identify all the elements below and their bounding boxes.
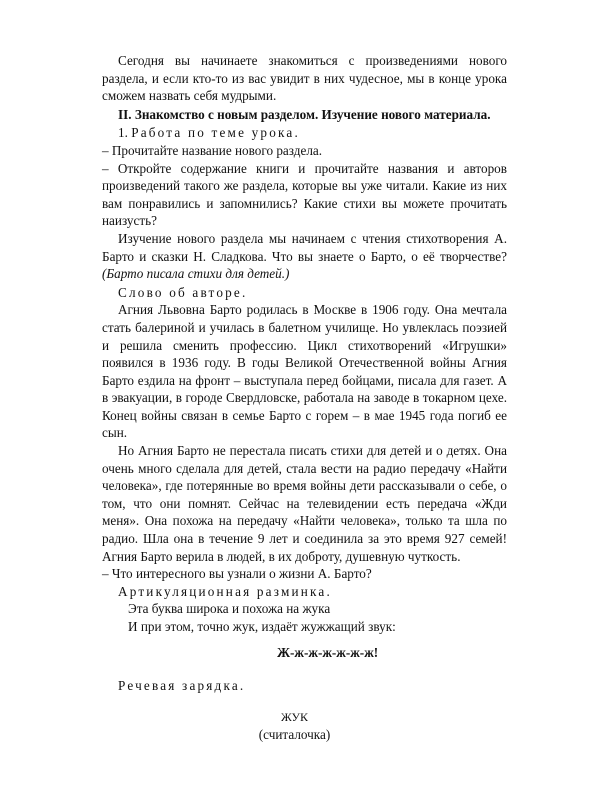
warmup-heading: Артикуляционная разминка.: [118, 583, 332, 599]
poem-line-1: Эта буква широка и похожа на жука: [128, 601, 331, 617]
document-page: [102, 52, 507, 744]
question-line: – Что интересного вы узнали о жизни А. Барто?: [102, 566, 372, 582]
work-topic-heading: [102, 124, 507, 142]
biography-paragraph-2: Но Агния Барто не перестала писать стихи для детей и о детях. Она очень много сделала для детей, стала вести на радио передачу «Найти человека», где потерянные во время войны дети рассказывали о себе, о том, что они помнят. Сейчас на телевидении есть передача «Жди меня». Она похожа на передачу «Найти человека», только та шла по радио. Шла она в течение 9 лет и соединила за это время 927 семей! Агния Барто верила в людей, в их доброту, душевную чуткость.: [102, 443, 507, 564]
work-topic-label: Работа по теме урока.: [131, 125, 300, 141]
study-text: Изучение нового раздела мы начинаем с чтения стихотворения А. Барто и сказки Н. Сладкова. Что вы знаете о Барто, о её творчестве?: [102, 230, 507, 264]
biography-paragraph-1: Агния Львовна Барто родилась в Москве в 1906 году. Она мечтала стать балериной и училась в балетном училище. Но увлеклась поэзией и решила сменить профессию. Цикл стихотворений «Игрушки» появился в 1936 году. В годы Великой Отечественной войны Агния Барто ездила на фронт – выступала перед бойцами, писала для газет. А в эвакуации, в городе Свердловске, работала на заводе в токарном цехе. Конец войны связан в семье Барто с горем – в мае 1945 года погиб ее сын.: [102, 302, 507, 441]
speech-heading: Речевая зарядка.: [118, 678, 246, 694]
rhyme-title: ЖУК: [280, 709, 309, 724]
study-note: (Барто писала стихи для детей.): [102, 266, 290, 282]
intro-paragraph: Сегодня вы начинаете знакомиться с произведениями нового раздела, и если кто-то из вас увидит в них чудесное, мы в конце урока сможем назвать себя мудрыми.: [102, 53, 507, 104]
buzz-sound: Ж-ж-ж-ж-ж-ж-ж!: [277, 644, 379, 660]
instruction-1: – Прочитайте название нового раздела.: [102, 142, 323, 158]
author-heading: Слово об авторе.: [118, 284, 248, 300]
poem-line-2: И при этом, точно жук, издаёт жужжащий звук:: [128, 619, 396, 634]
study-paragraph: [102, 230, 507, 283]
work-topic-number: 1.: [118, 125, 128, 141]
section-heading: II. Знакомство с новым разделом. Изучение нового материала.: [118, 106, 491, 122]
instruction-2: – Откройте содержание книги и прочитайте названия и авторов произведений такого же раздела, которые вы уже читали. Какие из них вам понравились и запомнились? Какие стихи вы можете прочитать наизусть?: [102, 160, 507, 229]
rhyme-subtitle: (считалочка): [258, 727, 331, 743]
